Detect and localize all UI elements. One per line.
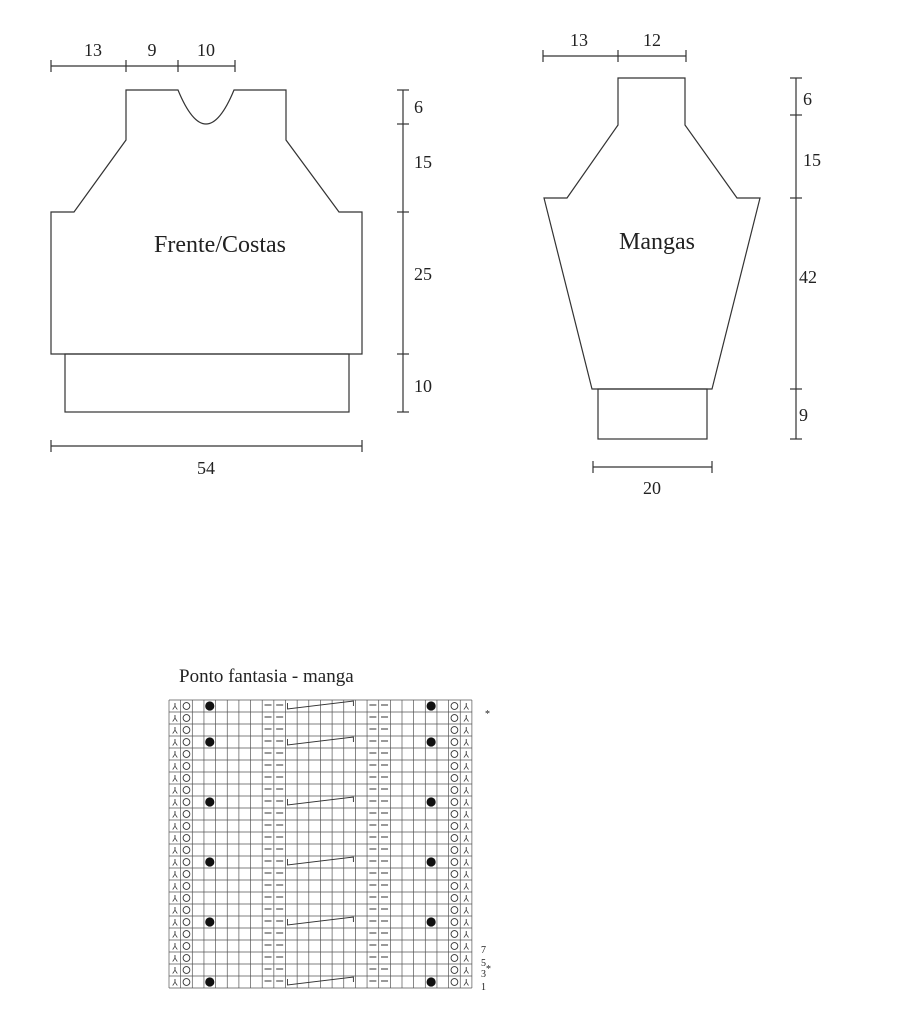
front-back-outline (51, 90, 362, 354)
front-back-side-dim-3: 25 (414, 264, 432, 284)
decrease-symbol-left: ⅄ (172, 774, 178, 785)
decrease-symbol-right: ⅄ (463, 870, 469, 881)
yarn-over-symbol (451, 703, 458, 710)
yarn-over-symbol (183, 823, 190, 830)
decrease-symbol-right: ⅄ (463, 894, 469, 905)
bobble-symbol (205, 917, 214, 926)
decrease-symbol-right: ⅄ (463, 774, 469, 785)
yarn-over-symbol (183, 955, 190, 962)
stitch-chart-grid (169, 700, 472, 988)
sleeve-side-dim-3: 42 (799, 267, 817, 287)
yarn-over-symbol (451, 883, 458, 890)
yarn-over-symbol (183, 811, 190, 818)
yarn-over-symbol (451, 859, 458, 866)
yarn-over-symbol (451, 835, 458, 842)
yarn-over-symbol (183, 919, 190, 926)
decrease-symbol-right: ⅄ (463, 786, 469, 797)
sleeve-bottom-dimension (593, 461, 712, 498)
yarn-over-symbol (183, 775, 190, 782)
front-back-top-dim-1: 13 (84, 40, 102, 60)
decrease-symbol-right: ⅄ (463, 918, 469, 929)
decrease-symbol-left: ⅄ (172, 930, 178, 941)
decrease-symbol-right: ⅄ (463, 738, 469, 749)
yarn-over-symbol (451, 787, 458, 794)
stitch-chart-title: Ponto fantasia - manga (179, 666, 354, 687)
front-back-bottom-dim: 54 (197, 458, 215, 478)
decrease-symbol-right: ⅄ (463, 810, 469, 821)
decrease-symbol-left: ⅄ (172, 822, 178, 833)
sleeve-top-dimension (543, 30, 686, 62)
decrease-symbol-left: ⅄ (172, 882, 178, 893)
decrease-symbol-left: ⅄ (172, 726, 178, 737)
bobble-symbol (427, 737, 436, 746)
decrease-symbol-right: ⅄ (463, 798, 469, 809)
decrease-symbol-left: ⅄ (172, 870, 178, 881)
decrease-symbol-left: ⅄ (172, 834, 178, 845)
yarn-over-symbol (451, 847, 458, 854)
decrease-symbol-left: ⅄ (172, 942, 178, 953)
yarn-over-symbol (183, 763, 190, 770)
front-back-label: Frente/Costas (154, 232, 286, 258)
sleeve-top-dim-2: 12 (643, 30, 661, 50)
decrease-symbol-right: ⅄ (463, 978, 469, 989)
yarn-over-symbol (183, 895, 190, 902)
bobble-symbol (205, 701, 214, 710)
decrease-symbol-left: ⅄ (172, 702, 178, 713)
sleeve-label: Mangas (619, 229, 695, 255)
sleeve-side-dim-4: 9 (799, 405, 808, 425)
front-back-side-dim-2: 15 (414, 152, 432, 172)
yarn-over-symbol (183, 787, 190, 794)
yarn-over-symbol (183, 715, 190, 722)
stitch-chart-row-numbers (481, 709, 491, 993)
yarn-over-symbol (183, 703, 190, 710)
decrease-symbol-left: ⅄ (172, 906, 178, 917)
yarn-over-symbol (183, 751, 190, 758)
decrease-symbol-right: ⅄ (463, 822, 469, 833)
sleeve-side-dim-2: 15 (803, 150, 821, 170)
yarn-over-symbol (451, 895, 458, 902)
yarn-over-symbol (183, 907, 190, 914)
front-back-top-dim-3: 10 (197, 40, 215, 60)
decrease-symbol-left: ⅄ (172, 738, 178, 749)
sleeve-bottom-dim: 20 (643, 478, 661, 498)
decrease-symbol-left: ⅄ (172, 714, 178, 725)
yarn-over-symbol (451, 967, 458, 974)
decrease-symbol-left: ⅄ (172, 858, 178, 869)
decrease-symbol-left: ⅄ (172, 978, 178, 989)
decrease-symbol-left: ⅄ (172, 954, 178, 965)
bobble-symbol (427, 857, 436, 866)
yarn-over-symbol (183, 967, 190, 974)
decrease-symbol-right: ⅄ (463, 942, 469, 953)
yarn-over-symbol (183, 943, 190, 950)
yarn-over-symbol (183, 883, 190, 890)
stitch-chart (169, 666, 491, 993)
yarn-over-symbol (183, 727, 190, 734)
decrease-symbol-right: ⅄ (463, 930, 469, 941)
front-back-side-dim-4: 10 (414, 376, 432, 396)
yarn-over-symbol (451, 919, 458, 926)
yarn-over-symbol (451, 979, 458, 986)
decrease-symbol-right: ⅄ (463, 726, 469, 737)
bobble-symbol (205, 797, 214, 806)
yarn-over-symbol (183, 931, 190, 938)
front-back-top-dimension (51, 40, 235, 72)
bobble-symbol (205, 857, 214, 866)
yarn-over-symbol (451, 811, 458, 818)
front-back-bottom-dimension (51, 440, 362, 478)
decrease-symbol-right: ⅄ (463, 906, 469, 917)
decrease-symbol-right: ⅄ (463, 966, 469, 977)
yarn-over-symbol (183, 739, 190, 746)
decrease-symbol-right: ⅄ (463, 714, 469, 725)
repeat-marker-top: * (485, 709, 490, 720)
yarn-over-symbol (451, 751, 458, 758)
decrease-symbol-right: ⅄ (463, 834, 469, 845)
decrease-symbol-right: ⅄ (463, 954, 469, 965)
yarn-over-symbol (451, 763, 458, 770)
yarn-over-symbol (451, 739, 458, 746)
bobble-symbol (205, 977, 214, 986)
decrease-symbol-left: ⅄ (172, 918, 178, 929)
decrease-symbol-left: ⅄ (172, 846, 178, 857)
yarn-over-symbol (451, 907, 458, 914)
front-back-side-dimension (397, 90, 432, 412)
repeat-marker-bottom: * (486, 964, 491, 975)
decrease-symbol-left: ⅄ (172, 762, 178, 773)
yarn-over-symbol (451, 775, 458, 782)
yarn-over-symbol (183, 847, 190, 854)
yarn-over-symbol (451, 715, 458, 722)
sleeve-side-dimension (790, 78, 821, 439)
yarn-over-symbol (183, 799, 190, 806)
row-number-1: 1 (481, 982, 486, 993)
row-number-5: 5 (481, 958, 486, 969)
front-back-ribbing (65, 354, 349, 412)
decrease-symbol-right: ⅄ (463, 702, 469, 713)
decrease-symbol-left: ⅄ (172, 750, 178, 761)
decrease-symbol-right: ⅄ (463, 750, 469, 761)
bobble-symbol (427, 977, 436, 986)
row-number-3: 3 (481, 969, 486, 980)
front-back-piece (51, 40, 432, 478)
decrease-symbol-right: ⅄ (463, 882, 469, 893)
bobble-symbol (427, 701, 436, 710)
yarn-over-symbol (451, 871, 458, 878)
decrease-symbol-left: ⅄ (172, 810, 178, 821)
yarn-over-symbol (451, 799, 458, 806)
yarn-over-symbol (451, 823, 458, 830)
yarn-over-symbol (451, 727, 458, 734)
decrease-symbol-left: ⅄ (172, 966, 178, 977)
bobble-symbol (427, 917, 436, 926)
row-number-7: 7 (481, 945, 486, 956)
yarn-over-symbol (451, 955, 458, 962)
decrease-symbol-left: ⅄ (172, 798, 178, 809)
sleeve-piece (543, 30, 821, 498)
yarn-over-symbol (451, 931, 458, 938)
front-back-top-dim-2: 9 (147, 40, 157, 60)
yarn-over-symbol (183, 871, 190, 878)
bobble-symbol (205, 737, 214, 746)
decrease-symbol-right: ⅄ (463, 846, 469, 857)
sleeve-top-dim-1: 13 (570, 30, 588, 50)
decrease-symbol-right: ⅄ (463, 858, 469, 869)
yarn-over-symbol (183, 835, 190, 842)
sleeve-side-dim-1: 6 (803, 89, 812, 109)
yarn-over-symbol (183, 979, 190, 986)
yarn-over-symbol (451, 943, 458, 950)
bobble-symbol (427, 797, 436, 806)
yarn-over-symbol (183, 859, 190, 866)
decrease-symbol-left: ⅄ (172, 786, 178, 797)
decrease-symbol-right: ⅄ (463, 762, 469, 773)
front-back-side-dim-1: 6 (414, 97, 423, 117)
sleeve-cuff (598, 389, 707, 439)
decrease-symbol-left: ⅄ (172, 894, 178, 905)
